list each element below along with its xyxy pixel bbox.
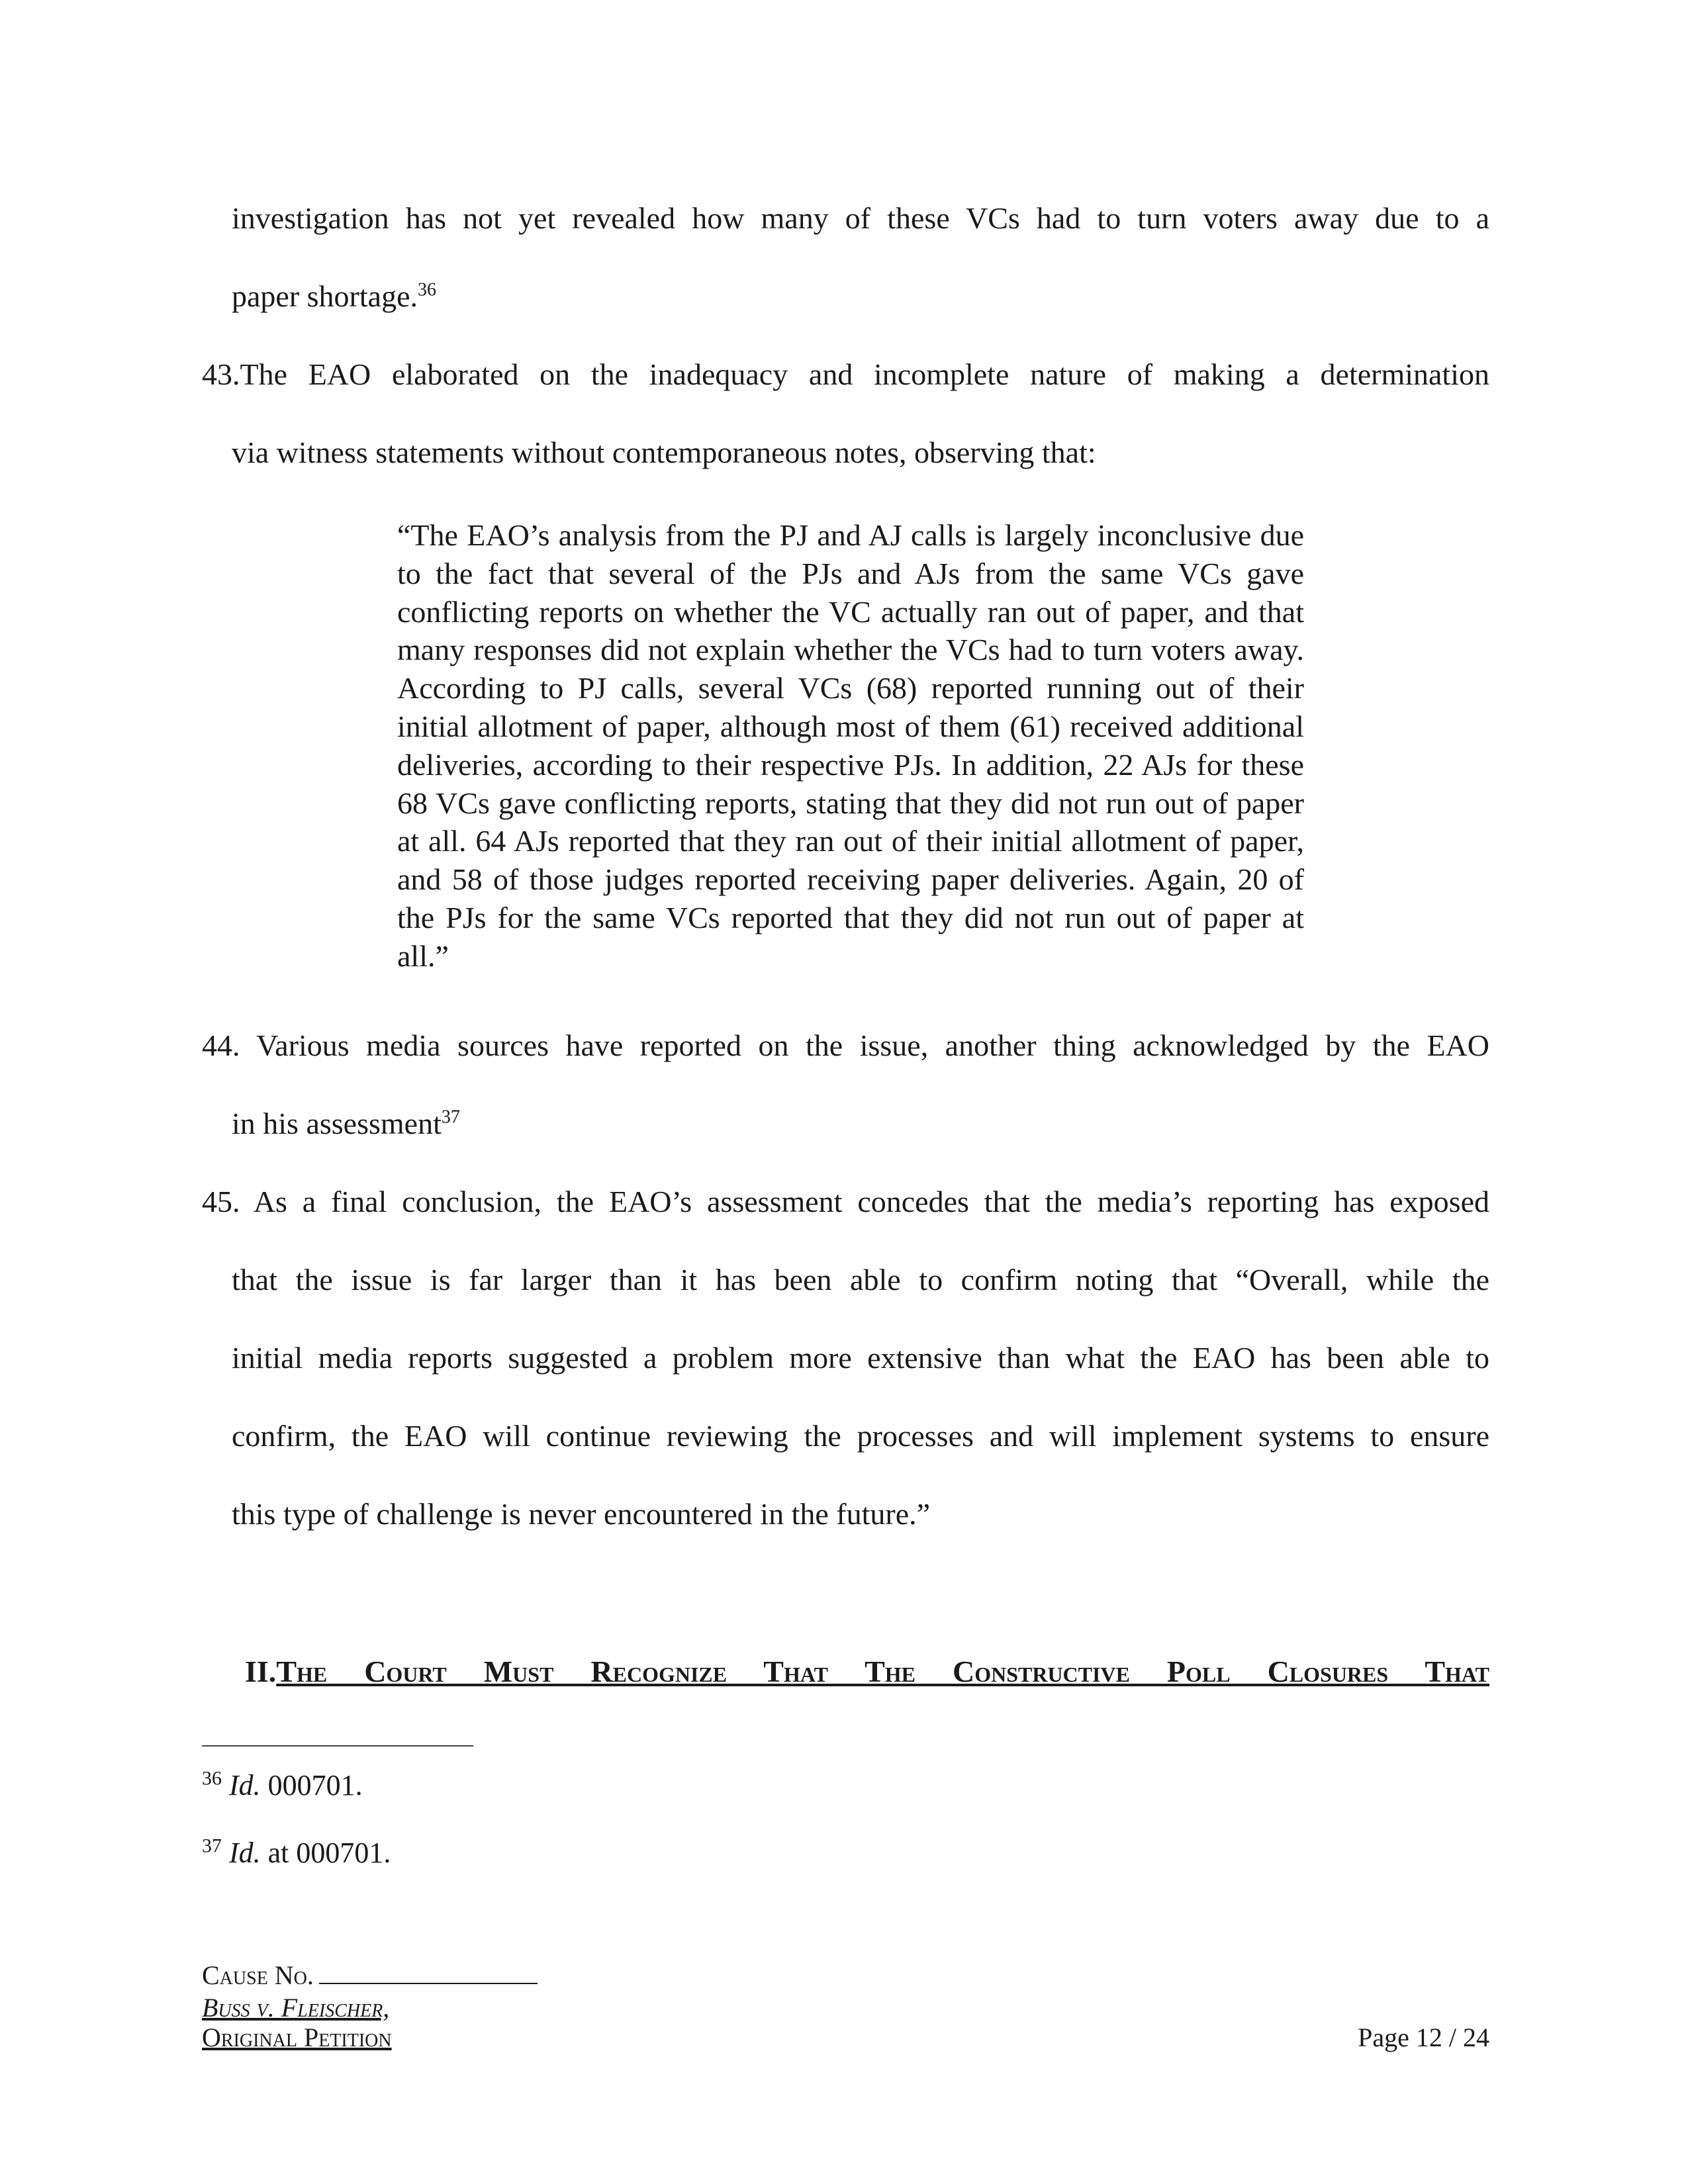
paragraph-42-text: paper shortage. xyxy=(232,279,418,313)
footer-doc-title xyxy=(202,2022,392,2054)
footnote-number: 37 xyxy=(202,1835,222,1857)
footer-case-name xyxy=(202,1992,389,2024)
footnote-37 xyxy=(202,1835,391,1872)
paragraph-43-line-1: 43.The EAO elaborated on the inadequacy and incomplete nature of making a determination xyxy=(202,357,1489,391)
document-title: Original Petition xyxy=(202,2023,392,2052)
cause-label: Cause No. xyxy=(202,1960,314,1990)
paragraph-45-line-5: this type of challenge is never encountered in the future.” xyxy=(232,1497,931,1531)
paragraph-45-line-4: confirm, the EAO will continue reviewing the processes and will implement systems to ensure xyxy=(232,1419,1489,1453)
paragraph-44-line-1: 44. Various media sources have reported on the issue, another thing acknowledged by the EAO xyxy=(202,1028,1489,1062)
section-heading xyxy=(245,1652,1489,1692)
footnote-cite: Id. xyxy=(229,1769,261,1801)
case-name: Buss v. Fleischer, xyxy=(202,1993,390,2023)
section-number: II. xyxy=(245,1655,277,1688)
footnote-number: 36 xyxy=(202,1767,222,1790)
paragraph-42-line-1: investigation has not yet revealed how many of these VCs had to turn voters away due to a xyxy=(232,201,1489,235)
paragraph-42-line-2 xyxy=(232,277,436,316)
paragraph-44-text: in his assessment xyxy=(232,1107,442,1140)
paragraph-44-line-2 xyxy=(232,1104,460,1144)
footnote-ref-36[interactable]: 36 xyxy=(418,279,436,300)
footnote-text: at 000701. xyxy=(260,1837,391,1869)
footer-cause-number xyxy=(202,1959,538,1991)
block-quote: “The EAO’s analysis from the PJ and AJ calls is largely inconclusive due to the fact that several of the PJs and AJs from the same VCs gave conflicting reports on whether the VC actually ran out of paper, and that many responses did not explain whether the VCs had to turn voters away. According to PJ calls, several VCs (68) reported running out of their initial allotment of paper, although most of them (61) received additional deliveries, according to their respective PJs. In addition, 22 AJs for these 68 VCs gave conflicting reports, stating that they did not run out of paper at all. 64 AJs reported that they ran out of their initial allotment of paper, and 58 of those judges reported receiving paper deliveries. Again, 20 of the PJs for the same VCs reported that they did not run out of paper at all.” xyxy=(397,518,1304,973)
paragraph-45-line-1: 45. As a final conclusion, the EAO’s assessment concedes that the media’s reporting has exposed xyxy=(202,1185,1489,1218)
footnote-text: 000701. xyxy=(260,1769,363,1801)
footnote-cite: Id. xyxy=(229,1837,261,1869)
paragraph-43-line-2: via witness statements without contemporaneous notes, observing that: xyxy=(232,435,1096,469)
cause-number-blank xyxy=(319,1959,538,1984)
page-number: Page 12 / 24 xyxy=(1358,2023,1489,2052)
paragraph-45-line-3: initial media reports suggested a problem more extensive than what the EAO has been able to xyxy=(232,1341,1489,1375)
section-title: The Court Must Recognize That The Constructive Poll Closures That xyxy=(276,1655,1489,1688)
footnote-36 xyxy=(202,1767,363,1804)
paragraph-45-line-2: that the issue is far larger than it has been able to confirm noting that “Overall, while the xyxy=(232,1263,1489,1297)
footnote-ref-37[interactable]: 37 xyxy=(441,1107,460,1128)
footnote-separator xyxy=(202,1745,473,1747)
